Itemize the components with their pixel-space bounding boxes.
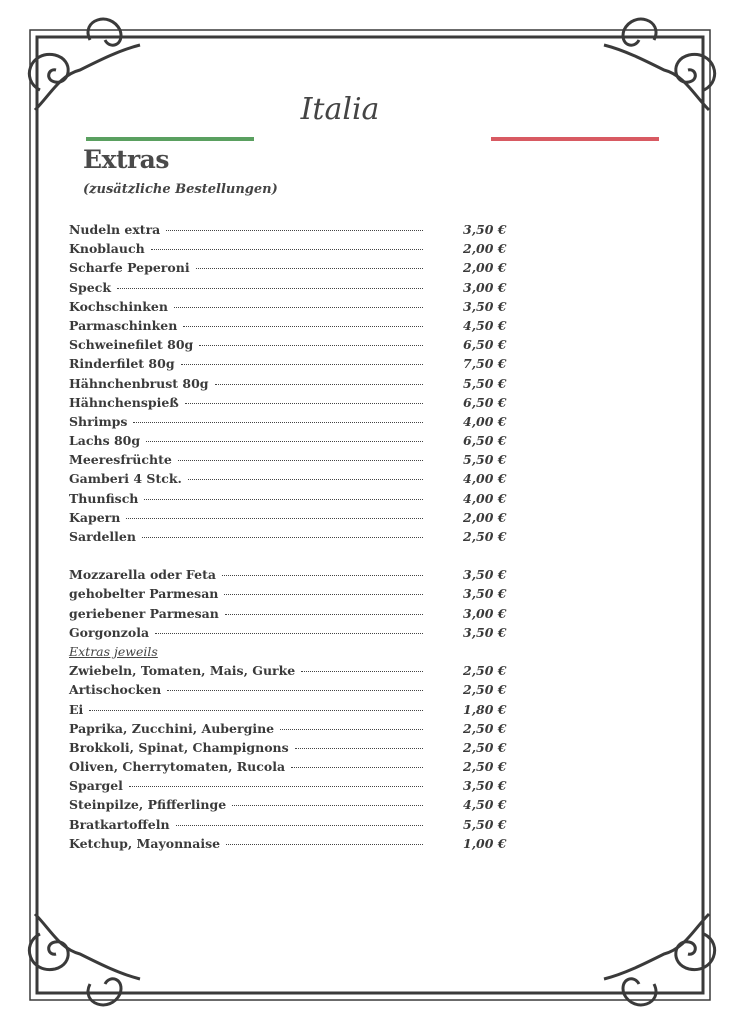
item-name: Lachs 80g xyxy=(69,433,141,449)
menu-item xyxy=(69,739,507,759)
dot-leader xyxy=(185,403,423,404)
dot-leader xyxy=(226,844,423,845)
item-name: Gorgonzola xyxy=(69,624,150,640)
item-price: 7,50 € xyxy=(463,356,507,372)
menu-item xyxy=(69,356,507,375)
menu-item xyxy=(69,222,507,241)
item-price: 2,50 € xyxy=(463,739,507,755)
spacer xyxy=(69,548,501,567)
item-price: 3,50 € xyxy=(463,567,507,583)
item-name: Nudeln extra xyxy=(69,222,161,237)
dot-leader xyxy=(222,575,423,576)
menu-list xyxy=(69,222,507,855)
item-name: Mozzarella oder Feta xyxy=(69,567,216,583)
item-price: 6,50 € xyxy=(463,394,507,410)
red-divider xyxy=(491,137,659,141)
menu-item xyxy=(69,816,507,836)
item-price: 4,00 € xyxy=(463,471,507,487)
item-name: Steinpilze, Pfifferlinge xyxy=(69,797,227,813)
item-price: 6,50 € xyxy=(463,433,507,449)
dot-leader xyxy=(232,805,423,806)
item-price: 5,50 € xyxy=(463,375,507,391)
item-price: 2,00 € xyxy=(463,509,507,525)
item-name: Knoblauch xyxy=(69,241,145,257)
item-name: Rinderfilet 80g xyxy=(69,356,175,372)
menu-item xyxy=(69,663,507,682)
item-name: Kapern xyxy=(69,509,121,525)
item-name: geriebener Parmesan xyxy=(69,605,219,621)
item-price: 1,00 € xyxy=(463,835,507,851)
item-name: Ketchup, Mayonnaise xyxy=(69,835,221,851)
dot-leader xyxy=(174,307,423,308)
dot-leader xyxy=(89,710,423,711)
menu-item xyxy=(69,797,507,816)
menu-item xyxy=(69,317,507,337)
menu-group-meat-fish xyxy=(69,222,507,548)
green-divider xyxy=(86,137,254,141)
menu-item xyxy=(69,471,507,490)
menu-item xyxy=(69,759,507,778)
item-price: 3,50 € xyxy=(463,586,507,602)
dot-leader xyxy=(151,249,423,250)
item-price: 5,50 € xyxy=(463,816,507,832)
menu-item xyxy=(69,394,507,414)
item-price: 3,50 € xyxy=(463,298,507,314)
menu-item xyxy=(69,701,507,721)
dot-leader xyxy=(155,633,423,634)
item-name: Speck xyxy=(69,279,111,295)
item-price: 6,50 € xyxy=(463,337,507,353)
item-price: 4,50 € xyxy=(463,797,507,813)
item-price: 4,50 € xyxy=(463,317,507,333)
item-price: 4,00 € xyxy=(463,413,507,429)
dot-leader xyxy=(142,537,423,538)
menu-item xyxy=(69,490,507,510)
dot-leader xyxy=(117,288,423,289)
item-price: 2,50 € xyxy=(463,759,507,775)
dot-leader xyxy=(301,671,423,672)
menu-item xyxy=(69,452,507,471)
menu-item xyxy=(69,279,507,299)
item-name: Thunfisch xyxy=(69,490,139,506)
page-title: Extras xyxy=(83,145,169,174)
item-name: Hähnchenspieß xyxy=(69,394,179,410)
dot-leader xyxy=(181,364,423,365)
corner-flourish-icon xyxy=(29,19,140,110)
dot-leader xyxy=(178,460,423,461)
item-price: 3,00 € xyxy=(463,605,507,621)
item-price: 2,50 € xyxy=(463,529,507,544)
dot-leader xyxy=(176,825,423,826)
menu-item xyxy=(69,375,507,395)
menu-item xyxy=(69,720,507,740)
page-subtitle: (zusätzliche Bestellungen) xyxy=(83,182,278,197)
dot-leader xyxy=(183,326,423,327)
menu-item xyxy=(69,835,507,855)
item-name: Oliven, Cherrytomaten, Rucola xyxy=(69,759,286,775)
menu-group-cheese xyxy=(69,567,507,644)
item-name: Ei xyxy=(69,701,84,717)
dot-leader xyxy=(224,594,423,595)
section-label: Extras jeweils xyxy=(69,643,158,659)
item-name: Hähnchenbrust 80g xyxy=(69,375,209,391)
item-name: Parmaschinken xyxy=(69,317,178,333)
menu-item xyxy=(69,260,507,279)
menu-item xyxy=(69,413,507,433)
item-price: 3,00 € xyxy=(463,279,507,295)
menu-item xyxy=(69,605,507,625)
item-name: Sardellen xyxy=(69,529,136,544)
item-price: 3,50 € xyxy=(463,624,507,640)
item-price: 2,50 € xyxy=(463,720,507,736)
item-price: 5,50 € xyxy=(463,452,507,468)
menu-item xyxy=(69,624,507,644)
dot-leader xyxy=(199,345,423,346)
item-name: Schweinefilet 80g xyxy=(69,337,194,353)
dot-leader xyxy=(295,748,423,749)
item-name: Meeresfrüchte xyxy=(69,452,172,468)
item-price: 2,50 € xyxy=(463,682,507,698)
item-name: Shrimps xyxy=(69,413,128,429)
dot-leader xyxy=(129,786,423,787)
item-name: Artischocken xyxy=(69,682,162,698)
item-name: Brokkoli, Spinat, Champignons xyxy=(69,739,289,755)
dot-leader xyxy=(166,230,423,231)
menu-item xyxy=(69,337,507,356)
menu-item xyxy=(69,241,507,260)
item-price: 2,50 € xyxy=(463,663,507,679)
item-price: 2,00 € xyxy=(463,241,507,257)
dot-leader xyxy=(215,384,423,385)
item-name: Gamberi 4 Stck. xyxy=(69,471,182,487)
item-price: 3,50 € xyxy=(463,778,507,794)
menu-item xyxy=(69,586,507,605)
dot-leader xyxy=(126,518,423,519)
item-price: 1,80 € xyxy=(463,701,507,717)
item-name: Scharfe Peperoni xyxy=(69,260,190,276)
dot-leader xyxy=(146,441,423,442)
item-name: Paprika, Zucchini, Aubergine xyxy=(69,720,275,736)
item-name: gehobelter Parmesan xyxy=(69,586,219,602)
item-name: Spargel xyxy=(69,778,123,794)
item-price: 4,00 € xyxy=(463,490,507,506)
dot-leader xyxy=(291,767,423,768)
dot-leader xyxy=(280,729,423,730)
menu-item xyxy=(69,682,507,701)
dot-leader xyxy=(133,422,423,423)
item-name: Zwiebeln, Tomaten, Mais, Gurke xyxy=(69,663,296,679)
menu-item xyxy=(69,778,507,797)
item-name: Bratkartoffeln xyxy=(69,816,170,832)
brand-logo: Italia xyxy=(300,92,380,127)
dot-leader xyxy=(196,268,423,269)
item-name: Kochschinken xyxy=(69,298,168,314)
item-price: 2,00 € xyxy=(463,260,507,276)
dot-leader xyxy=(167,690,423,691)
menu-item xyxy=(69,529,507,548)
dot-leader xyxy=(188,479,423,480)
menu-item xyxy=(69,509,507,529)
menu-item xyxy=(69,298,507,318)
menu-group-vegetables xyxy=(69,663,507,855)
item-price: 3,50 € xyxy=(463,222,507,237)
dot-leader xyxy=(225,614,423,615)
menu-item xyxy=(69,567,507,586)
dot-leader xyxy=(144,499,423,500)
menu-item xyxy=(69,433,507,452)
